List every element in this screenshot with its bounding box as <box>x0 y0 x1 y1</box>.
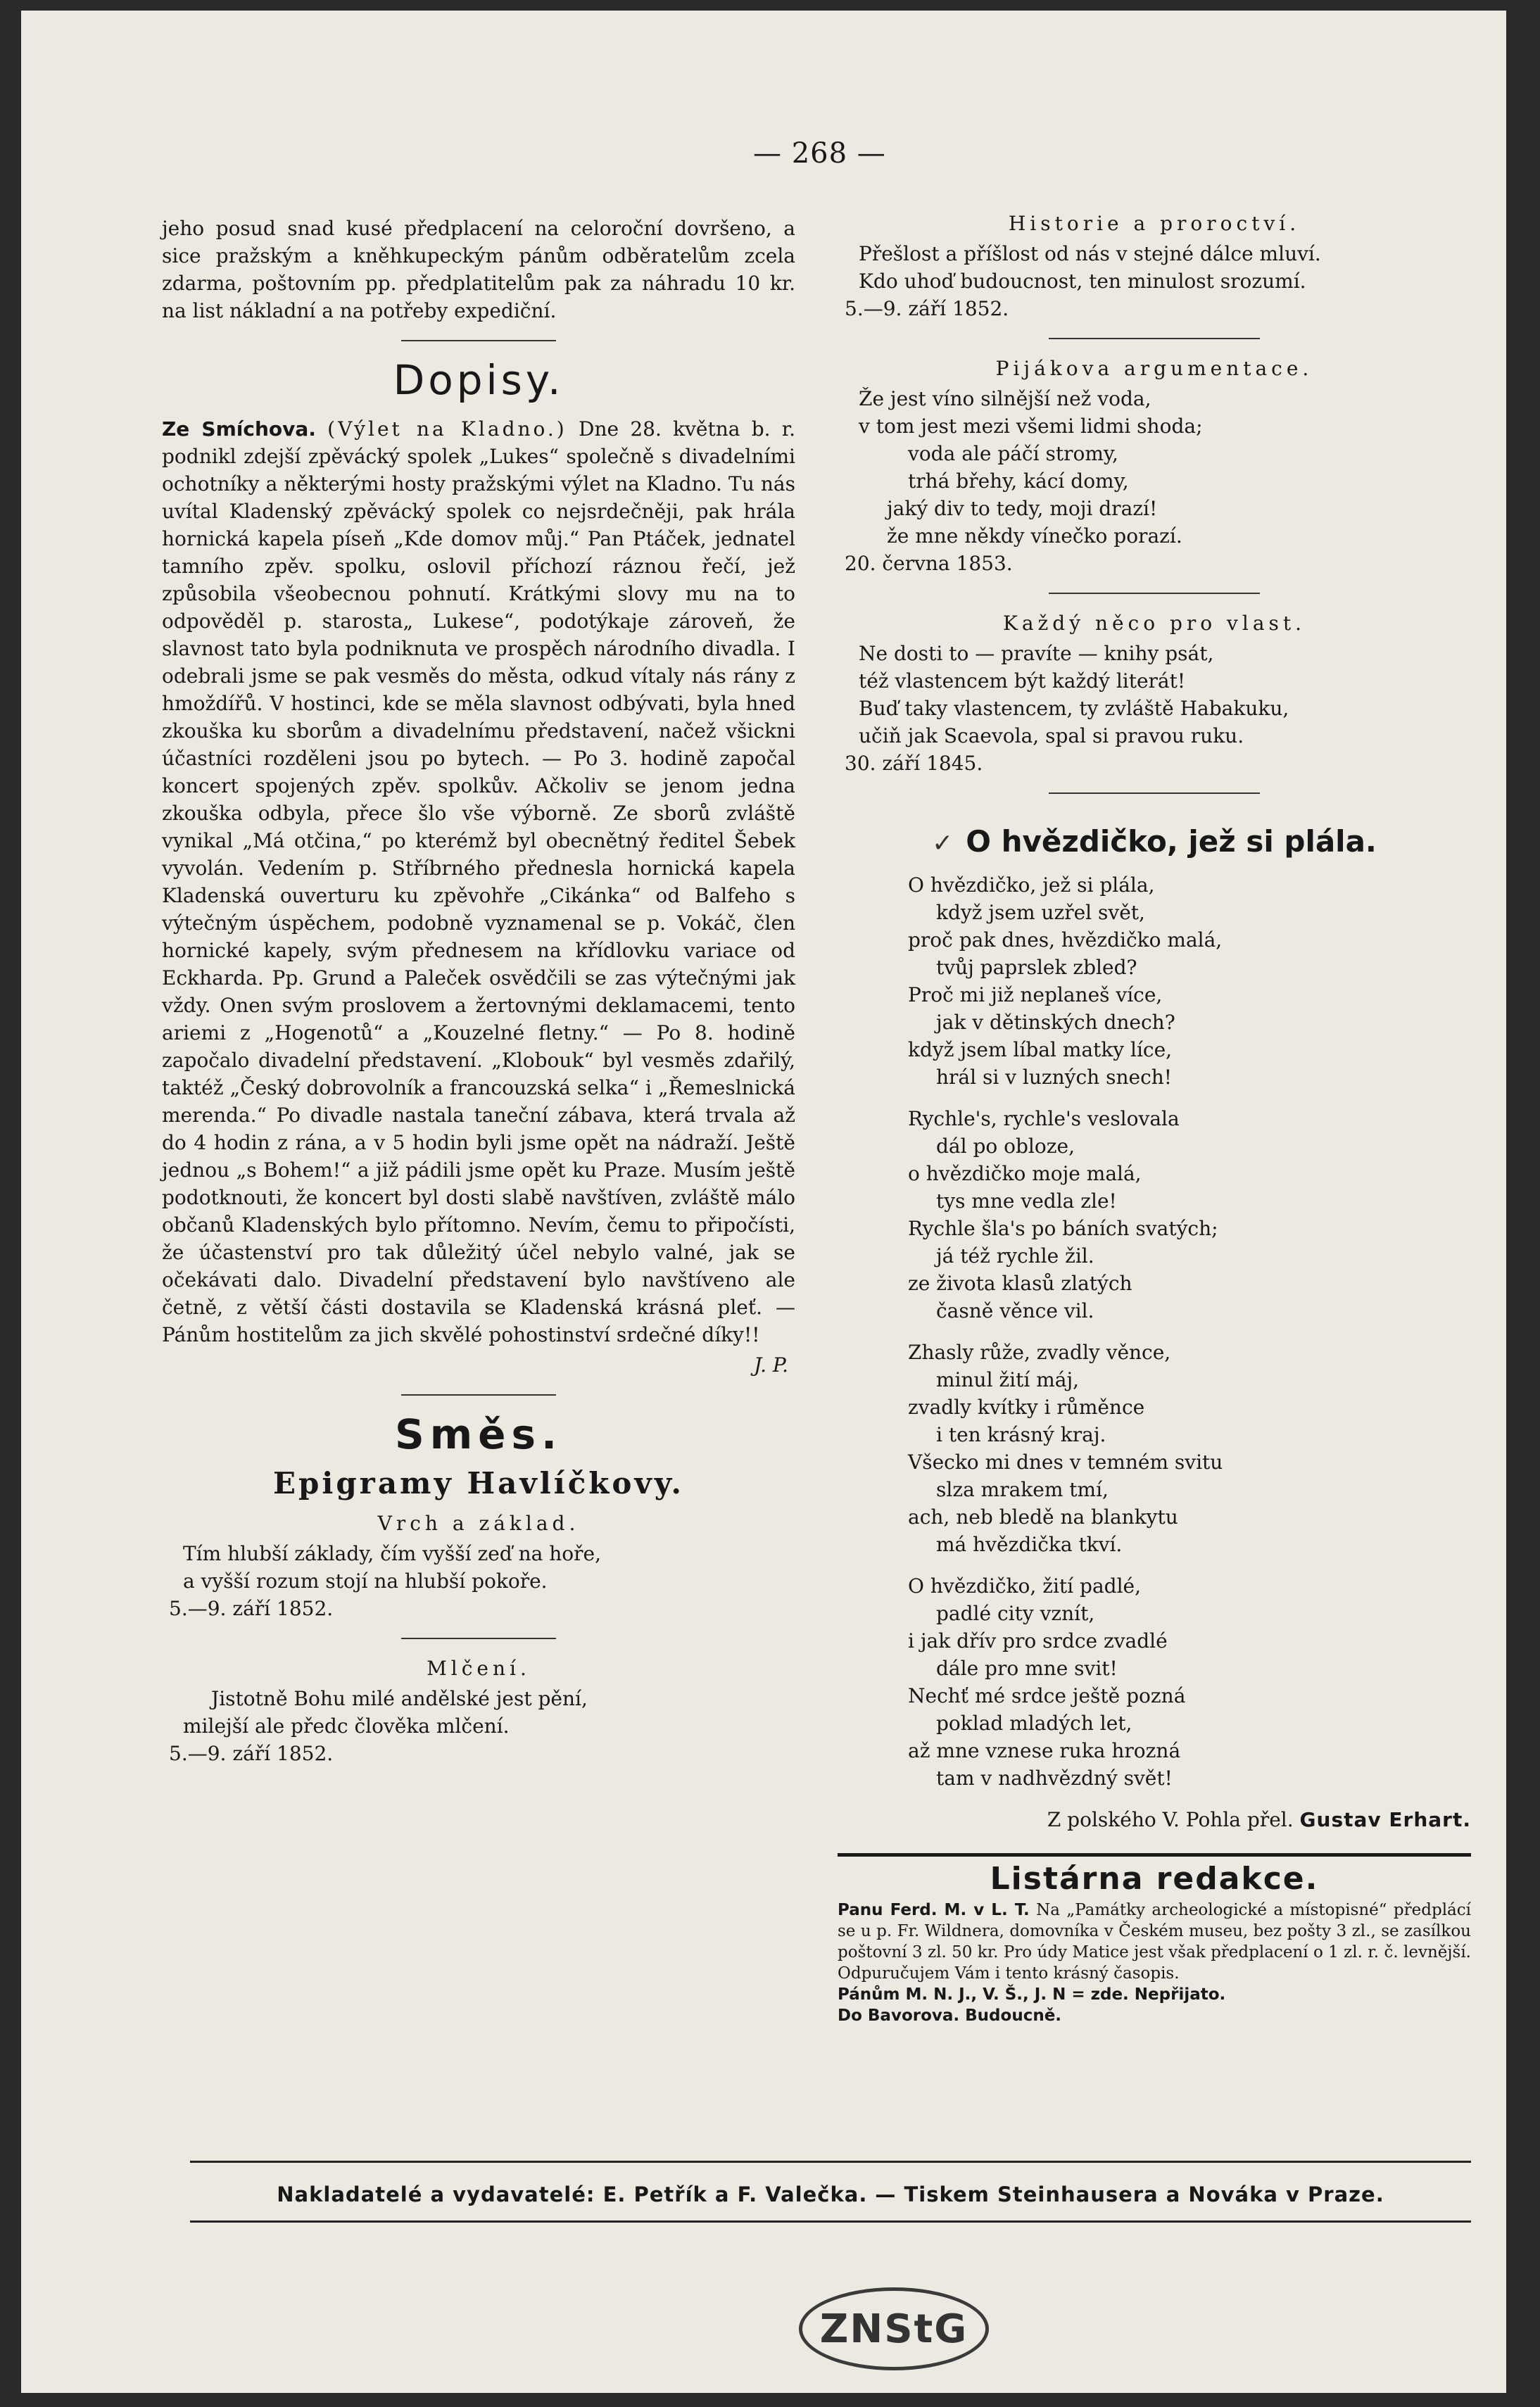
poem-title-text: O hvězdičko, jež si plála. <box>966 824 1377 859</box>
section-title-dopisy: Dopisy. <box>393 356 564 404</box>
page-number: — 268 — <box>753 137 886 170</box>
poem-line: i jak dřív pro srdce zvadlé <box>908 1629 1168 1653</box>
verse-line: Ne dosti to — pravíte — knihy psát, <box>859 642 1214 665</box>
verse-line: že mne někdy vínečko porazí. <box>887 524 1182 548</box>
epigram-date: 5.—9. září 1852. <box>845 297 1009 320</box>
letter-body: Dne 28. května b. r. podnikl zdejší zpěvácký spolek „Lukes“ společně s divadelními ochotníky a některými hosty pražskými výlet na Kladno. Tu nás uvítal Kladenský zpěvácký spolek co nejsrdečněji, pak hrála hornická kapela píseň „Kde domov můj.“ Pan Ptáček, jednatel tamního zpěv. spolku, oslovil příchozí ráznou řečí, jež způsobila všeobecnou pohnutí. Krátkými slovy mu na to odpověděl p. starosta„ Lukese“, podotýkaje zároveň, že slavnost tato byla podniknuta ve prospěch národního divadla. I odebrali jsme se pak vesměs do města, odkud vítaly nás rány z hmoždířů. V hostinci, kde se měla slavnost odbývati, byla hned zkouška ku sborům a divadelnímu představení, načež všickni účastníci rozděleni jsou po bytech. — Po 3. hodině započal koncert spojených zpěv. spolkův. Ačkoliv se jenom jedna zkouška odbyla, přece šlo vše výborně. Ze sborů zvláště vynikal „Má otčina,“ po kterémž byl obecnětný ředitel Šebek vyvolán. Vedením p. Stříbrného přednesla hornická kapela Kladenská ouverturu ku zpěvohře „Cikánka“ od Balfeho s výtečným úspěchem, podobně vyznamenal se p. Vokáč, člen hornické kapely, svým přednesem na křídlovku variace od Eckharda. Pp. Grund a Paleček osvědčili se zas výtečnými jak vždy. Onen svým proslovem a žertovnými deklamacemi, tento ariemi z „Hogenotů“ a „Kouzelné fletny.“ — Po 8. hodině započalo divadelní představení. „Klobouk“ byl vesměs zdařilý, taktéž „Český dobrovolník a francouzská selka“ i „Řemeslnická merenda.“ Po divadle nastala taneční zábava, která trvala až do 4 hodin z rána, a v 5 hodin byli jsme opět na nádraží. Ještě jednou „s Bohem!“ a již pádili jsme opět ku Praze. Musím ještě podotknouti, že koncert byl dosti slabě navštíven, zvláště málo občanů Kladenských bylo přítomno. Nevím, čemu to připočísti, že účastenství pro tak důležitý účel nebylo valné, jak se očekávati dalo. Divadelní představení bylo navštíveno ale četně, z větší části dostavila se Kladenská krásná pleť. — Pánům hostitelům za jich skvělé pohostinství srdečné díky!! <box>162 417 795 1346</box>
poem-line: hrál si v luzných snech! <box>936 1066 1173 1089</box>
verse-line: milejší ale předc člověka mlčení. <box>183 1714 510 1738</box>
verse-line: Buď taky vlastencem, ty zvláště Habakuku, <box>859 697 1289 720</box>
poem-stanza <box>908 1105 1471 1325</box>
epigram-title: Každý něco pro vlast. <box>1002 612 1306 635</box>
library-stamp: ZNStG <box>799 2287 989 2370</box>
poem-line: padlé city vznít, <box>936 1602 1095 1625</box>
verse-line: též vlastencem být každý literát! <box>859 669 1186 693</box>
newspaper-page <box>21 11 1506 2393</box>
poem-line: minul žití máj, <box>936 1368 1080 1391</box>
poem-line: O hvězdičko, jež si plála, <box>908 873 1155 897</box>
poem-line: Rychle's, rychle's veslovala <box>908 1107 1180 1130</box>
poem-line: když jsem uzřel svět, <box>936 901 1145 924</box>
handwritten-mark-icon: ✓ <box>932 829 954 858</box>
poem-line: tys mne vedla zle! <box>936 1189 1117 1213</box>
poem-stanza <box>908 1339 1471 1558</box>
verse-line: Tím hlubší základy, čím vyšší zeď na hoře, <box>183 1542 601 1565</box>
divider <box>1049 338 1260 339</box>
poem-line: poklad mladých let, <box>936 1712 1132 1735</box>
translation-credit <box>838 1806 1471 1833</box>
section-title-smes: Směs. <box>394 1410 563 1458</box>
notice-addressee: Panu Ferd. M. v L. T. <box>838 1901 1030 1919</box>
poem-line: dále pro mne svit! <box>936 1657 1118 1680</box>
letter-subject: (Výlet na Kladno.) <box>327 417 567 441</box>
poem-line: časně věnce vil. <box>936 1299 1094 1322</box>
poem-line: i ten krásný kraj. <box>936 1423 1106 1446</box>
translator-name: Gustav Erhart. <box>1299 1808 1471 1831</box>
left-column <box>162 215 795 1767</box>
poem-line: o hvězdičko moje malá, <box>908 1162 1142 1185</box>
epigram-date: 20. června 1853. <box>845 552 1013 575</box>
editorial-notice <box>838 2005 1471 2026</box>
letter-signature: J. P. <box>754 1353 788 1377</box>
poem-title <box>838 824 1471 859</box>
verse-line: voda ale páčí stromy, <box>908 442 1118 465</box>
epigram-verse <box>838 385 1471 550</box>
poem-line: Zhasly růže, zvadly věnce, <box>908 1341 1171 1364</box>
epigram-verse <box>162 1540 795 1595</box>
verse-line: Jistotně Bohu milé andělské jest pění, <box>211 1687 588 1710</box>
divider <box>1049 792 1260 794</box>
footer-top-rule <box>190 2161 1471 2163</box>
epigram-date: 5.—9. září 1852. <box>169 1742 334 1765</box>
divider <box>1049 593 1260 594</box>
editorial-notice <box>838 1984 1471 2005</box>
verse-line: v tom jest mezi všemi lidmi shoda; <box>859 415 1203 438</box>
poem-line: ach, neb bledě na blankytu <box>908 1505 1178 1529</box>
poem-line: když jsem líbal matky líce, <box>908 1038 1173 1061</box>
poem-line: dál po obloze, <box>936 1135 1075 1158</box>
verse-line: Přešlost a příšlost od nás v stejné dálce mluví. <box>859 242 1321 265</box>
verse-line: Že jest víno silnější než voda, <box>859 387 1151 410</box>
editorial-mailbox-title: Listárna redakce. <box>990 1861 1319 1897</box>
divider <box>401 1394 556 1396</box>
epigram-date: 30. září 1845. <box>845 752 983 775</box>
epigrams-heading: Epigramy Havlíčkovy. <box>272 1466 685 1501</box>
credit-prefix: Z polského V. Pohla přel. <box>1047 1808 1294 1831</box>
verse-line: Kdo uhoď budoucnost, ten minulost srozumí. <box>859 270 1306 293</box>
poem-line: tvůj paprslek zbled? <box>936 956 1137 979</box>
poem-line: tam v nadhvězdný svět! <box>936 1767 1173 1790</box>
verse-line: učiň jak Scaevola, spal si pravou ruku. <box>859 724 1244 747</box>
poem-stanza <box>908 871 1471 1091</box>
poem-line: O hvězdičko, žití padlé, <box>908 1574 1141 1598</box>
poem-line: zvadly kvítky i růměnce <box>908 1396 1145 1419</box>
poem-line: Všecko mi dnes v temném svitu <box>908 1451 1223 1474</box>
poem-line: Nechť mé srdce ještě pozná <box>908 1684 1186 1707</box>
verse-line: trhá břehy, kácí domy, <box>908 469 1129 493</box>
divider <box>401 340 556 341</box>
poem-line: slza mrakem tmí, <box>936 1478 1109 1501</box>
poem-line: ze života klasů zlatých <box>908 1272 1132 1295</box>
poem-line: proč pak dnes, hvězdičko malá, <box>908 928 1223 952</box>
notice-text: Pánům M. N. J., V. Š., J. N = zde. Nepřijato. <box>838 1985 1226 2004</box>
poem-line: já též rychle žil. <box>936 1244 1094 1268</box>
poem-line: má hvězdička tkví. <box>936 1533 1123 1556</box>
epigram-title: Pijákova argumentace. <box>995 357 1313 380</box>
poem-line: jak v dětinských dnech? <box>936 1011 1175 1034</box>
footer-bottom-rule <box>190 2220 1471 2223</box>
intro-paragraph: jeho posud snad kusé předplacení na celoroční dovršeno, a sice pražským a kněhkupeckým pánům odběratelům zcela zdarma, poštovním pp. předplatitelům pak za náhradu 10 kr. na list nákladní a na potřeby expediční. <box>162 217 795 322</box>
epigram-title: Mlčení. <box>427 1657 531 1680</box>
letter-from-smichov <box>162 415 795 1348</box>
publisher-footer: Nakladatelé a vydavatelé: E. Petřík a F. Valečka. — Tiskem Steinhausera a Nováka v Praze. <box>277 2182 1384 2206</box>
epigram-title: Historie a proroctví. <box>1008 212 1301 235</box>
poem-stanza <box>908 1572 1471 1792</box>
verse-line: jaký div to tedy, moji drazí! <box>887 497 1158 520</box>
epigram-title: Vrch a základ. <box>377 1512 580 1535</box>
notice-text: Na „Památky archeologické a místopisné“ předplácí se u p. Fr. Wildnera, domovníka v Českém museu, bez pošty 3 zl., se zasílkou poštovní 3 zl. 50 kr. Pro údy Matice jest však předplacení o 1 zl. r. č. levnější. Odpuručujem Vám i tento krásný časopis. <box>838 1901 1472 1983</box>
heavy-divider <box>838 1853 1471 1857</box>
poem-line: Proč mi již neplaneš více, <box>908 983 1163 1006</box>
poem-line: až mne vznese ruka hrozná <box>908 1739 1181 1762</box>
divider <box>401 1638 556 1639</box>
epigram-verse <box>162 1685 795 1740</box>
epigram-date: 5.—9. září 1852. <box>169 1597 334 1620</box>
notice-text: Do Bavorova. Budoucně. <box>838 2007 1062 2025</box>
editorial-notice <box>838 1900 1471 1984</box>
epigram-verse <box>838 640 1471 750</box>
right-column <box>838 204 1471 2026</box>
verse-line: a vyšší rozum stojí na hlubší pokoře. <box>183 1569 548 1593</box>
poem-line: Rychle šla's po báních svatých; <box>908 1217 1218 1240</box>
epigram-verse <box>838 240 1471 295</box>
letter-place: Ze Smíchova. <box>162 417 316 441</box>
